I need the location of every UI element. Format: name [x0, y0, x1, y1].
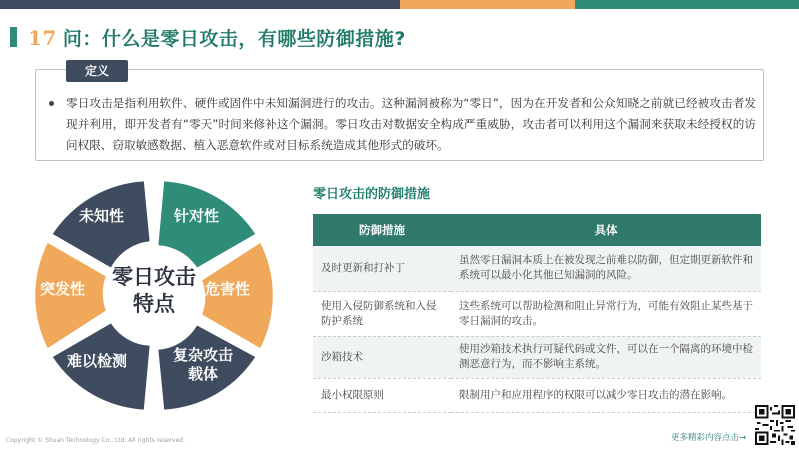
detail-cell: 限制用户和应用程序的权限可以减少零日攻击的潜在影响。: [451, 378, 761, 412]
table-header-row: [313, 214, 761, 246]
wheel-center-title: 零日攻击 特点: [112, 265, 196, 316]
segment-label-sudden: 突发性: [40, 280, 86, 298]
defense-measures-table: [313, 214, 761, 413]
detail-cell: 这些系统可以帮助检测和阻止异常行为，可能有效阻止某些基于零日漏洞的攻击。: [451, 291, 761, 336]
question-number: 17: [28, 26, 57, 50]
header-detail: 具体: [451, 214, 761, 246]
table-row: [313, 291, 761, 336]
table-title: 零日攻击的防御措施: [313, 187, 431, 202]
table-row: [313, 336, 761, 378]
detail-cell: 使用沙箱技术执行可疑代码或文件，可以在一个隔离的环境中检测恶意行为，而不影响主系统。: [451, 336, 761, 378]
segment-label-hard-to-detect: 难以检测: [67, 352, 128, 370]
header-measure: 防御措施: [313, 214, 451, 246]
segment-label-unknown: 未知性: [79, 207, 125, 225]
top-bar-teal: [575, 0, 799, 9]
top-bar-dark: [0, 0, 400, 9]
top-bar-orange: [400, 0, 575, 9]
bullet-icon: [49, 101, 54, 106]
more-content-link[interactable]: 更多精彩内容点击→: [671, 433, 747, 443]
segment-label-complex-vector: 复杂攻击 载体: [172, 346, 233, 383]
definition-text: 零日攻击是指利用软件、硬件或固件中未知漏洞进行的攻击。这种漏洞被称为“零日”，因为在开发者和公众知晓之前就已经被攻击者发现并利用，即开发者有“零天”时间来修补这个漏洞。零日攻击对数据安全构成严重威胁，攻击者可以利用这个漏洞来获取未经授权的访问权限、窃取敏感数据、植入恶意软件或对目标系统造成其他形式的破坏。: [66, 96, 756, 152]
title-marker: [10, 27, 17, 47]
page-title: [28, 24, 406, 51]
detail-cell: 虽然零日漏洞本质上在被发现之前难以防御，但定期更新软件和系统可以最小化其他已知漏洞的风险。: [451, 246, 761, 291]
table-row: [313, 246, 761, 291]
measure-cell: 及时更新和打补丁: [313, 246, 451, 291]
segment-label-harmful: 危害性: [205, 280, 251, 298]
measure-cell: 最小权限原则: [313, 378, 451, 412]
measure-cell: 沙箱技术: [313, 336, 451, 378]
measure-cell: 使用入侵防御系统和入侵防护系统: [313, 291, 451, 336]
qr-code-icon[interactable]: [755, 405, 795, 445]
segment-label-targeted: 针对性: [174, 207, 220, 225]
table-row: [313, 378, 761, 412]
copyright-text: Copyright © Shuan Technology Co., Ltd. All rights reserved.: [6, 437, 185, 444]
question-title: 问：什么是零日攻击，有哪些防御措施?: [62, 28, 406, 50]
definition-tag: 定义: [66, 60, 128, 82]
